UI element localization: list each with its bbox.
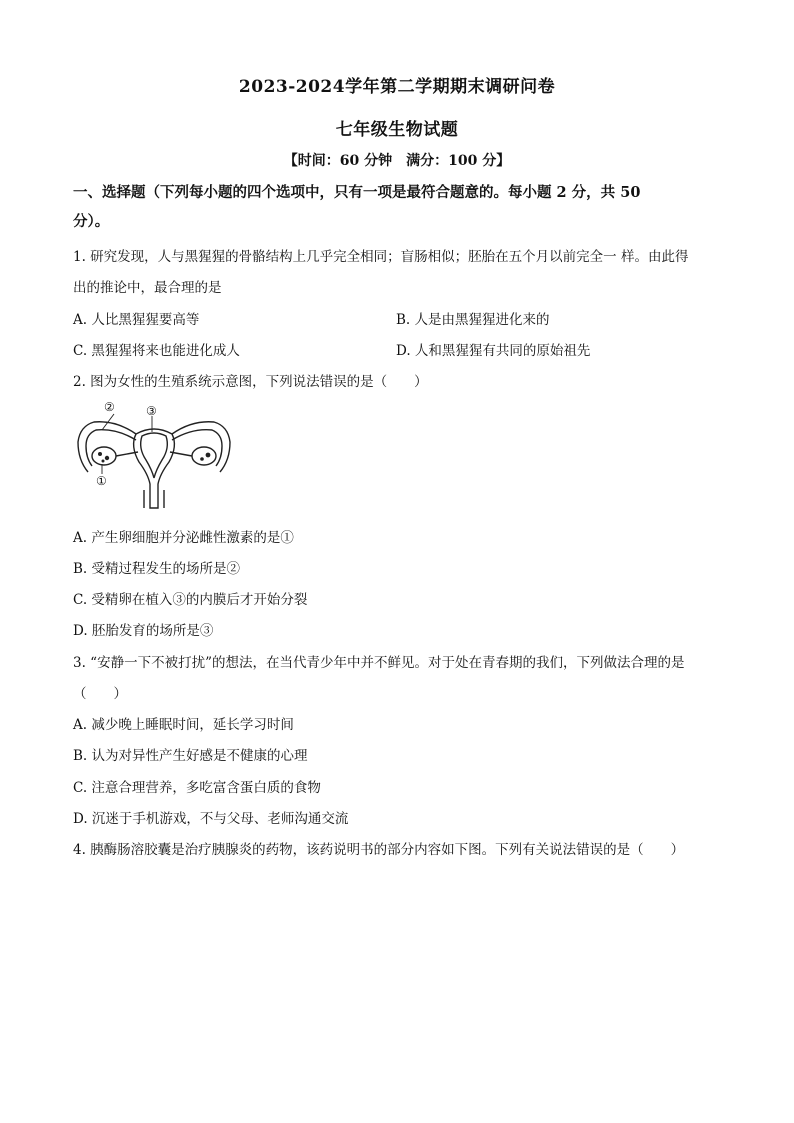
section-heading	[73, 178, 723, 236]
question-1-stem-line1: 1. 研究发现，人与黑猩猩的骨骼结构上几乎完全相同；盲肠相似；胚胎在五个月以前完全一 样。由此得	[73, 249, 689, 265]
exam-title: 2023-2024学年第二学期期末调研问卷	[238, 77, 556, 97]
question-4-stem: 4. 胰酶肠溶胶囊是治疗胰腺炎的药物，该药说明书的部分内容如下图。下列有关说法错误的是（ ）	[73, 842, 685, 858]
question-1-stem-line2: 出的推论中，最合理的是	[73, 280, 222, 296]
question-3-stem-line1: 3. “安静一下不被打扰”的想法，在当代青少年中并不鲜见。对于处在青春期的我们，下列做法合理的是	[73, 655, 685, 671]
question-3-option-a: A. 减少晚上睡眠时间，延长学习时间	[73, 717, 294, 733]
question-1-option-d: D. 人和黑猩猩有共同的原始祖先	[396, 343, 591, 359]
question-3-option-b: B. 认为对异性产生好感是不健康的心理	[73, 748, 308, 764]
question-2-option-c: C. 受精卵在植入③的内膜后才开始分裂	[73, 592, 308, 608]
question-3-option-d: D. 沉迷于手机游戏，不与父母、老师沟通交流	[73, 811, 349, 827]
question-1-option-c: C. 黑猩猩将来也能进化成人	[73, 343, 240, 359]
question-2-option-d: D. 胚胎发育的场所是③	[73, 623, 214, 639]
figure-label-2: ②	[104, 400, 115, 414]
question-1-option-a: A. 人比黑猩猩要高等	[73, 312, 200, 328]
question-3-option-c: C. 注意合理营养，多吃富含蛋白质的食物	[73, 780, 321, 796]
question-1-option-b: B. 人是由黑猩猩进化来的	[396, 312, 550, 328]
question-2-stem: 2. 图为女性的生殖系统示意图，下列说法错误的是（ ）	[73, 374, 428, 390]
question-3-stem-line2: （ ）	[73, 686, 127, 702]
figure-label-3: ③	[146, 404, 157, 418]
question-2-option-a: A. 产生卵细胞并分泌雌性激素的是①	[73, 530, 294, 546]
section-heading-line1: 一、选择题（下列每小题的四个选项中，只有一项是最符合题意的。每小题 2 分，共 50	[73, 184, 641, 201]
section-heading-line2: 分）。	[73, 213, 110, 230]
question-2-option-b: B. 受精过程发生的场所是②	[73, 561, 241, 577]
female-reproductive-system-figure	[74, 400, 234, 510]
exam-subtitle: 七年级生物试题	[335, 120, 459, 140]
exam-info: 【时间：60 分钟 满分：100 分】	[283, 153, 511, 169]
figure-label-1: ①	[96, 474, 107, 488]
